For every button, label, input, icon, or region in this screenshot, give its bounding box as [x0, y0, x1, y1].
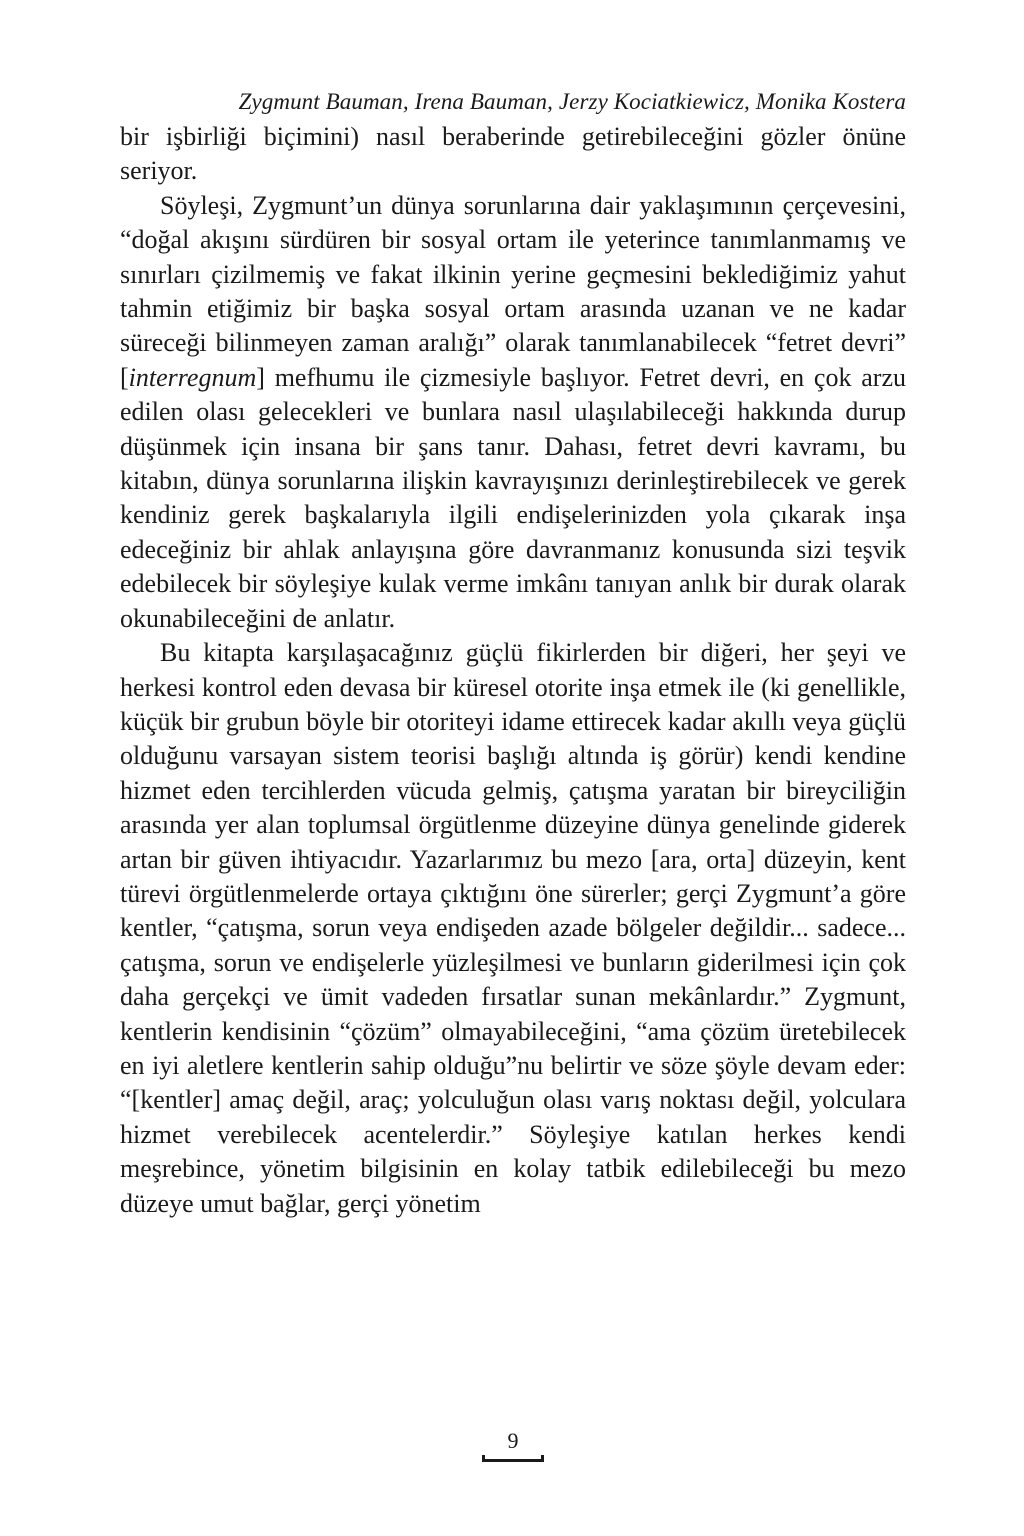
- page-number: 9: [507, 1428, 519, 1453]
- italic-term: interregnum: [128, 362, 257, 392]
- paragraph-text-after: ] mefhumu ile çizmesiyle başlıyor. Fetret devri, en çok arzu edilen olası gelecekleri ve bunlara nasıl ulaşılabileceği hakkında durup düşünmek için insana bir şans tanır. Dahası, fetret devri kavramı, bu kitabın, dünya sorunlarına ilişkin kavrayışınızı derinleştirebilecek ve gerek kendiniz gerek başkalarıyla ilgili endişelerinizden yola çıkarak inşa edeceğiniz bir ahlak anlayışına göre davranmanız konusunda sizi teşvik edebilecek bir söyleşiye kulak verme imkânı tanıyan anlık bir durak olarak okunabileceğini de anlatır.: [120, 362, 906, 633]
- paragraph-text-before: Söyleşi, Zygmunt’un dünya sorunlarına dair yaklaşımının çerçevesini, “doğal akışını sürdüren bir sosyal ortam ile yeterince tanımlanmamış ve sınırları çizilmemiş ve fakat ilkinin yerine geçmesini beklediğimiz yahut tahmin etiğimiz bir başka sosyal ortam arasında uzanan ve ne kadar süreceği bilinmeyen zaman aralığı” olarak tanımlanabilecek “fetret devri” [: [120, 190, 906, 392]
- paragraph-meso-level: Bu kitapta karşılaşacağınız güçlü fikirlerden bir diğeri, her şeyi ve herkesi kontrol eden devasa bir küresel otorite inşa etmek ile (ki genellikle, küçük bir grubun böyle bir otoriteyi idame ettirecek kadar akıllı veya güçlü olduğunu varsayan sistem teorisi başlığı altında iş görür) kendi kendine hizmet eden tercihlerden vücuda gelmiş, çatışma yaratan bir bireyciliğin arasında yer alan toplumsal örgütlenme düzeyine dünya genelinde giderek artan bir güven ihtiyacıdır. Yazarlarımız bu mezo [ara, orta] düzeyin, kent türevi örgütlenmelerde ortaya çıktığını öne sürerler; gerçi Zygmunt’a göre kentler, “çatışma, sorun veya endişeden azade bölgeler değildir... sadece... çatışma, sorun ve endişelerle yüzleşilmesi ve bunların giderilmesi için çok daha gerçekçi ve ümit vadeden fırsatlar sunan mekânlardır.” Zygmunt, kentlerin kendisinin “çözüm” olmayabileceğini, “ama çözüm üretebilecek en iyi aletlere kentlerin sahip olduğu”nu belirtir ve söze şöyle devam eder: “[kentler] amaç değil, araç; yolculuğun olası varış noktası değil, yolculara hizmet verebilecek acentelerdir.” Söyleşiye katılan herkes kendi meşrebince, yönetim bilgisinin en kolay tatbik edilebileceği bu mezo düzeye umut bağlar, gerçi yönetim: [120, 638, 906, 1218]
- book-page: [120, 86, 906, 1486]
- paragraph-continued: bir işbirliği biçimini) nasıl beraberinde getirebileceğini gözler önüne seriyor.: [120, 122, 906, 186]
- page-footer: [120, 1426, 906, 1466]
- page-number-rule: [482, 1459, 544, 1462]
- running-header-authors: Zygmunt Bauman, Irena Bauman, Jerzy Kociatkiewicz, Monika Kostera: [238, 89, 906, 114]
- body-text: [120, 120, 906, 1221]
- paragraph-interregnum: [120, 189, 906, 636]
